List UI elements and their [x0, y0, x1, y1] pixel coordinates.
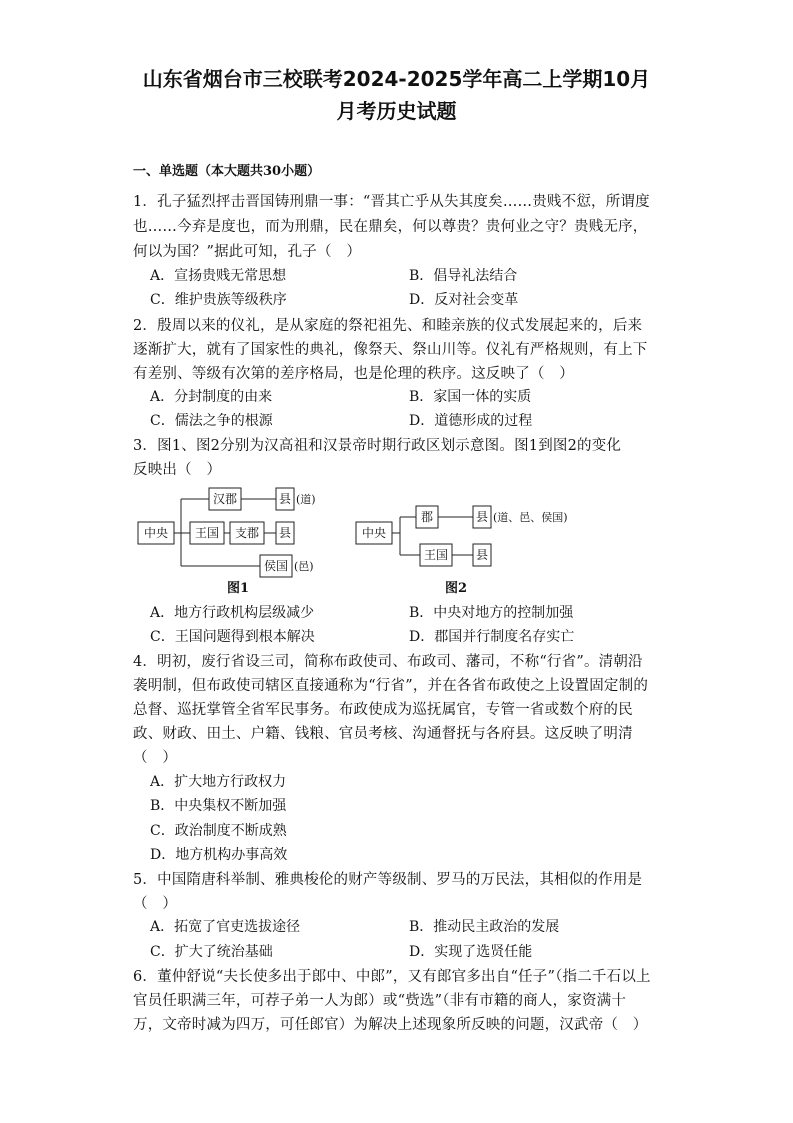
fig1-hanjun-box: [209, 488, 241, 510]
fig1-center-box: [138, 522, 174, 544]
question-4-option-d[interactable]: D．地方机构办事高效: [150, 847, 288, 863]
fig1-center-label: 中央: [143, 526, 169, 540]
fig1-hanjun-label: 汉郡: [212, 492, 238, 506]
title-line-2: 月考历史试题: [336, 99, 457, 123]
fig2-jun-box: [416, 506, 438, 528]
question-5-line: （ ）: [133, 896, 178, 912]
fig2-xian-bottom-label: 县: [475, 548, 489, 562]
question-4-option-a[interactable]: A．扩大地方行政权力: [150, 774, 287, 790]
question-6-line: 万，文帝时减为四万，可任郎官）为解决上述现象所反映的问题，汉武帝（ ）: [133, 1017, 648, 1033]
question-4-line: 政、财政、田土、户籍、钱粮、官员考核、沟通督抚与各府县。这反映了明清: [133, 726, 633, 742]
question-5-option-d[interactable]: D．实现了选贤任能: [409, 944, 533, 960]
fig2-center-box: [356, 522, 392, 544]
question-1-option-b[interactable]: B．倡导礼法结合: [409, 268, 518, 284]
fig2-center-label: 中央: [361, 526, 387, 540]
question-3-line: 3．图1、图2分别为汉高祖和汉景帝时期行政区划示意图。图1到图2的变化: [133, 438, 622, 454]
fig1-xian-box: [276, 522, 294, 544]
question-2-option-d[interactable]: D．道德形成的过程: [409, 413, 533, 429]
fig1-wangguo-box: [190, 522, 224, 544]
question-2-line: 逐渐扩大，就有了国家性的典礼，像祭天、祭山川等。仪礼有严格规则，有上下: [133, 342, 648, 358]
question-1-option-d[interactable]: D．反对社会变革: [409, 292, 519, 308]
question-2-line: 有差别、等级有次第的差序格局，也是伦理的秩序。这反映了（ ）: [133, 366, 574, 382]
fig2-xian-top-note: (道、邑、侯国): [493, 511, 568, 524]
question-2-option-c[interactable]: C．儒法之争的根源: [150, 413, 273, 429]
question-1-line: 1．孔子猛烈抨击晋国铸刑鼎一事：“晋其亡乎从失其度矣……贵贱不愆，所谓度: [133, 194, 650, 210]
fig1-xian-dao-box: [276, 488, 294, 510]
fig2-caption: 图2: [444, 581, 468, 596]
fig1-xian-dao-note: (道): [296, 493, 316, 506]
question-1-line: 也……今弃是度也，而为刑鼎，民在鼎矣，何以尊贵？贵何业之守？贵贱无序，: [133, 219, 648, 235]
question-2-line: 2．殷周以来的仪礼，是从家庭的祭祀祖先、和睦亲族的仪式发展起来的，后来: [133, 318, 643, 334]
question-4-option-b[interactable]: B．中央集权不断加强: [150, 798, 287, 814]
question-3-option-b[interactable]: B．中央对地方的控制加强: [409, 605, 574, 621]
fig1-houguo-box: [260, 555, 292, 577]
fig2-xian-top-box: [473, 506, 491, 528]
question-4-line: 4．明初，废行省设三司，简称布政使司、布政司、藩司，不称“行省”。清朝沿: [133, 654, 643, 670]
question-1-option-a[interactable]: A．宣扬贵贱无常思想: [150, 268, 287, 284]
fig2-jun-label: 郡: [420, 510, 434, 524]
question-4-line: （ ）: [133, 750, 178, 766]
question-2-option-b[interactable]: B．家国一体的实质: [409, 389, 532, 405]
question-3-option-a[interactable]: A．地方行政机构层级减少: [150, 605, 315, 621]
fig2-wangguo-box: [420, 544, 452, 566]
question-6-line: 官员任职满三年，可荐子弟一人为郎）或“赀选”（非有市籍的商人，家资满十: [133, 993, 627, 1009]
question-4-line: 总督、巡抚掌管全省军民事务。布政使成为巡抚属官，专管一省或数个府的民: [133, 702, 633, 718]
question-5-line: 5．中国隋唐科举制、雅典梭伦的财产等级制、罗马的万民法，其相似的作用是: [133, 872, 643, 888]
question-5-option-c[interactable]: C．扩大了统治基础: [150, 944, 273, 960]
fig1-caption: 图1: [226, 581, 250, 596]
fig1-zhijun-box: [230, 522, 264, 544]
question-5-option-a[interactable]: A．拓宽了官吏选拔途径: [150, 919, 301, 935]
question-4-option-c[interactable]: C．政治制度不断成熟: [150, 823, 287, 839]
question-3-line: 反映出（ ）: [133, 462, 222, 478]
question-6-line: 6．董仲舒说“夫长使多出于郎中、中郎”，又有郎官多出自“任子”（指二千石以上: [133, 969, 651, 985]
fig1-zhijun-label: 支郡: [234, 526, 260, 540]
title-line-1: 山东省烟台市三校联考2024-2025学年高二上学期10月: [142, 67, 651, 91]
fig1-houguo-label: 侯国: [263, 559, 289, 573]
question-5-option-b[interactable]: B．推动民主政治的发展: [409, 919, 560, 935]
question-1-option-c[interactable]: C．维护贵族等级秩序: [150, 292, 287, 308]
fig2-wangguo-label: 王国: [423, 548, 449, 562]
fig2-xian-top-label: 县: [475, 510, 489, 524]
fig2-xian-bottom-box: [473, 544, 491, 566]
question-2-option-a[interactable]: A．分封制度的由来: [150, 389, 273, 405]
fig1-xian-label: 县: [278, 526, 292, 540]
section-heading: 一、单选题（本大题共30小题）: [133, 164, 321, 179]
question-3-option-d[interactable]: D．郡国并行制度名存实亡: [409, 629, 575, 645]
fig1-wangguo-label: 王国: [194, 526, 220, 540]
question-1-line: 何以为国？”据此可知，孔子（ ）: [133, 244, 362, 260]
fig1-houguo-note: (邑): [294, 560, 314, 573]
fig1-xian-dao-label: 县: [278, 492, 292, 506]
question-4-line: 袭明制，但布政使司辖区直接通称为“行省”，并在各省布政使之上设置固定制的: [133, 678, 649, 694]
question-3-option-c[interactable]: C．王国问题得到根本解决: [150, 629, 315, 645]
